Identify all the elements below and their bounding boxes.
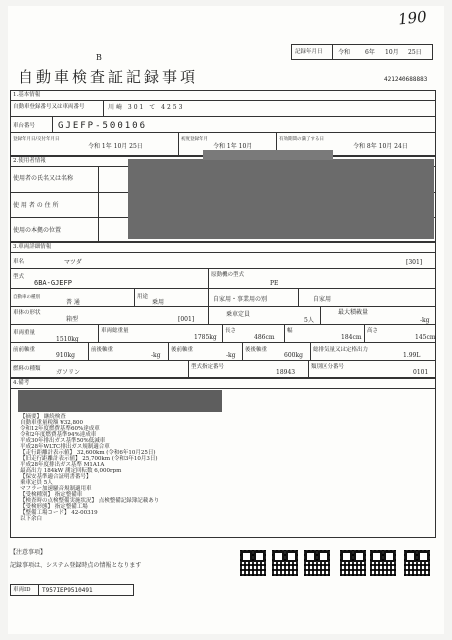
section3-header: 3.車両詳細情報 [13, 244, 52, 250]
rear-rear-axle-value: 600kg [284, 352, 303, 359]
record-date-label: 記録年月日 [295, 49, 323, 55]
type-number-value: 18943 [276, 369, 296, 376]
qr-code-1 [240, 550, 266, 576]
user-address-label: 使 用 者 の 住 所 [13, 202, 59, 209]
redacted-remarks [18, 390, 222, 412]
remark-line: 【保安基準適合証明書番号】 [20, 474, 92, 480]
reg-date-value: 令和 1年 10月 25日 [88, 143, 143, 150]
expiry-value: 令和 8年 10月 24日 [353, 143, 408, 150]
length-value: 486cm [254, 334, 275, 341]
max-load-value: -kg [420, 317, 430, 324]
capacity-value: 5人 [304, 317, 314, 324]
capacity-label: 乗車定員 [226, 311, 251, 318]
remark-line: 【検査時の点検整備実施状況】 点検整備記録簿記載あり [20, 498, 160, 504]
front-rear-axle-value: -kg [151, 352, 161, 359]
private-value: 自家用 [313, 296, 332, 303]
record-date-year: 6年 [365, 49, 375, 56]
remark-line: 乗車定員 5人 [20, 480, 53, 486]
remark-line: 【受検形態】 指定整備工場 [20, 504, 88, 510]
rear-front-axle-value: -kg [226, 352, 236, 359]
base-location-label: 使用の本拠の位置 [13, 227, 62, 234]
model-value: 6BA-GJEFP [34, 279, 72, 287]
width-value: 184cm [341, 334, 362, 341]
remark-line: 【旧走行距離計表示値】 25,700km (令和3年10月3日) [20, 456, 158, 462]
maker-value: マツダ [64, 259, 82, 266]
section2-header: 2.使用者情報 [13, 158, 46, 164]
qr-code-3 [304, 550, 330, 576]
remark-line: 【受検種別】 指定整備車 [20, 492, 83, 498]
redacted-user-info [128, 159, 434, 239]
expiry-label: 有効期間の満了する日 [279, 137, 324, 142]
print-id-label: 車両ID [13, 587, 31, 593]
fuel-label: 燃料の種類 [13, 366, 41, 372]
chassis-value: GJEFP-500106 [58, 121, 148, 131]
qr-code-5 [370, 550, 396, 576]
record-date-month: 10月 [385, 49, 399, 56]
remark-line: 【整備工場コード】 42-00319 [20, 510, 98, 516]
section4-header: 4.備考 [13, 380, 30, 386]
width-label: 幅 [287, 328, 293, 334]
remark-line: 【摘要】 継続検査 [20, 414, 66, 420]
type-number-label: 型式指定番号 [191, 364, 225, 370]
weight-value: 1510kg [56, 336, 79, 343]
remark-line: 令和12年度燃費基準60%達成車 [20, 426, 100, 432]
use-label: 用途 [137, 294, 149, 300]
record-date-day: 25日 [408, 49, 422, 56]
gross-weight-label: 車両総重量 [101, 328, 129, 334]
remark-line: 平成28年度排出ガス基準 M1A1A [20, 462, 105, 468]
weight-label: 車両重量 [13, 330, 36, 336]
maker-code: [301] [406, 259, 423, 266]
engine-label: 原動機の型式 [211, 272, 245, 278]
notice-title: 【注意事項】 [10, 549, 47, 556]
remark-line: 【走行距離計表示値】 32,600km (令和6年10月25日) [20, 450, 156, 456]
remark-line: 令和2年度燃費基準94%達成車 [20, 432, 97, 438]
remark-line: 自動車重量税額 ¥32,800 [20, 420, 83, 426]
body-value: 箱型 [66, 316, 79, 323]
maker-label: 車名 [13, 259, 25, 265]
plate-label: 自動車登録番号又は車両番号 [13, 104, 85, 110]
section1-header: 1.基本情報 [13, 92, 41, 98]
first-reg-label: 初度登録年月 [181, 137, 208, 142]
gross-weight-value: 1785kg [194, 334, 217, 341]
max-load-label: 最大積載量 [338, 309, 369, 316]
redacted-user-header [203, 150, 333, 160]
displacement-value: 1.99L [403, 352, 421, 359]
remark-line: 平成28年WLTC排出ガス規制適合車 [20, 444, 110, 450]
class-number-label: 類別区分番号 [311, 364, 345, 370]
engine-value: PE [270, 280, 279, 287]
print-id-value: T957IEP9510491 [42, 587, 93, 594]
page-title: 自動車検査証記録事項 [18, 68, 199, 86]
remark-line: 以下余白 [20, 516, 43, 522]
kind-value: 普 通 [66, 299, 80, 306]
displacement-label: 総排気量又は定格出力 [313, 347, 369, 353]
body-label: 車体の形状 [13, 310, 41, 316]
height-label: 高さ [367, 328, 379, 334]
remark-line: 最高出力 184kW 測定回転数 6,000rpm [20, 468, 122, 474]
kind-label: 自動車の種別 [13, 295, 40, 300]
rear-front-axle-label: 後前軸重 [171, 347, 194, 353]
fuel-value: ガソリン [56, 369, 81, 376]
front-front-axle-value: 910kg [56, 352, 75, 359]
chassis-label: 車台番号 [13, 123, 36, 129]
front-rear-axle-label: 前後軸重 [91, 347, 114, 353]
handwritten-number: 190 [397, 7, 428, 29]
front-front-axle-label: 前前軸重 [13, 347, 36, 353]
user-name-label: 使用者の氏名又は名称 [13, 175, 74, 182]
height-value: 145cm [415, 334, 436, 341]
document-page [8, 6, 444, 634]
record-date-era: 令和 [338, 49, 351, 56]
use-value: 乗用 [152, 299, 165, 306]
qr-code-6 [404, 550, 430, 576]
reg-date-label: 登録年月日/交付年月日 [13, 137, 60, 142]
plate-value: 川崎 301 て 4253 [108, 104, 185, 111]
remark-line: マフラー加速騒音規制適用車 [20, 486, 92, 492]
first-reg-value: 令和 1年 10月 [213, 143, 253, 150]
notice-text: 記録事項は、システム登録時点の情報となります [10, 562, 142, 569]
qr-code-4 [340, 550, 366, 576]
model-label: 型式 [13, 274, 25, 280]
private-label: 自家用・事業用の別 [213, 296, 268, 303]
top-letter: B [96, 53, 102, 62]
class-number-value: 0101 [413, 369, 429, 376]
qr-code-2 [272, 550, 298, 576]
doc-number: 421240688883 [384, 76, 428, 83]
length-label: 長さ [225, 328, 237, 334]
body-code: [001] [178, 316, 195, 323]
rear-rear-axle-label: 後後軸重 [245, 347, 268, 353]
remark-line: 平成30年排出ガス基準50%低減車 [20, 438, 106, 444]
